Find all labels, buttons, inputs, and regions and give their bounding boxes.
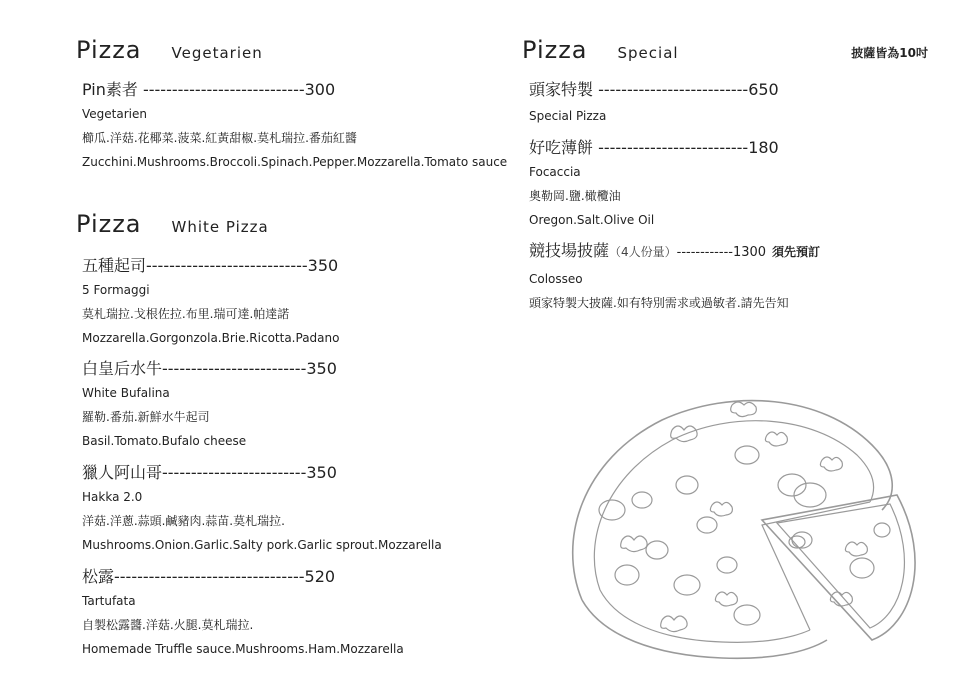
- item-chinese-ingredients: 莫札瑞拉.戈根佐拉.布里.瑞可達.帕達諾: [82, 307, 290, 321]
- item-chinese-ingredients: 羅勒.番茄.新鮮水牛起司: [82, 410, 210, 424]
- item-name: Pin素者 ----------------------------300: [82, 80, 336, 99]
- pizza-sketch-icon: [552, 390, 942, 670]
- menu-item-five-cheese: [82, 256, 339, 346]
- menu-item-pin: [82, 80, 507, 170]
- item-english-name: Special Pizza: [529, 109, 607, 123]
- item-price: ------------1300: [676, 245, 767, 260]
- item-name: 松露---------------------------------520: [82, 567, 336, 586]
- item-portion-note: （4人份量）: [609, 245, 677, 259]
- menu-item-truffle: [82, 567, 404, 657]
- section-subtitle: Vegetarien: [171, 44, 263, 62]
- item-name: 好吃薄餅 --------------------------180: [529, 138, 779, 157]
- item-name: 五種起司----------------------------350: [82, 256, 339, 275]
- item-english-name: Focaccia: [529, 165, 581, 179]
- item-english-name: 5 Formaggi: [82, 283, 150, 297]
- item-english-name: Vegetarien: [82, 107, 147, 121]
- section-title: Pizza: [522, 36, 588, 64]
- item-english-name: Colosseo: [529, 272, 583, 286]
- menu-item-hakka: [82, 463, 442, 553]
- item-ingredients: Homemade Truffle sauce.Mushrooms.Ham.Mozzarella: [82, 642, 404, 656]
- section-heading-white: [76, 210, 269, 238]
- item-english-name: White Bufalina: [82, 386, 170, 400]
- item-name: 頭家特製 --------------------------650: [529, 80, 779, 99]
- item-chinese-ingredients: 櫛瓜.洋菇.花椰菜.菠菜.紅黃甜椒.莫札瑞拉.番茄紅醬: [82, 131, 357, 145]
- item-ingredients: Mozzarella.Gorgonzola.Brie.Ricotta.Padano: [82, 331, 340, 345]
- reservation-note: 須先預訂: [772, 245, 821, 259]
- item-ingredients: Basil.Tomato.Bufalo cheese: [82, 434, 247, 448]
- menu-item-colosseo: [529, 241, 820, 311]
- section-subtitle: Special: [617, 44, 679, 62]
- item-english-name: Hakka 2.0: [82, 490, 143, 504]
- section-heading-special: [522, 36, 679, 64]
- section-title: Pizza: [76, 210, 142, 238]
- item-ingredients: Oregon.Salt.Olive Oil: [529, 213, 655, 227]
- menu-item-house-special: [529, 80, 779, 124]
- section-subtitle: White Pizza: [171, 218, 269, 236]
- item-ingredients: Mushrooms.Onion.Garlic.Salty pork.Garlic sprout.Mozzarella: [82, 538, 442, 552]
- item-name: 白皇后水牛-------------------------350: [82, 359, 337, 378]
- menu-item-focaccia: [529, 138, 779, 228]
- item-chinese-ingredients: 自製松露醬.洋菇.火腿.莫札瑞拉.: [82, 618, 254, 632]
- size-note: 披薩皆為10吋: [851, 46, 928, 60]
- item-chinese-note: 頭家特製大披薩.如有特別需求或過敏者.請先告知: [529, 296, 789, 310]
- item-name-row: [529, 241, 820, 263]
- item-chinese-ingredients: 洋菇.洋蔥.蒜頭.鹹豬肉.蒜苗.莫札瑞拉.: [82, 514, 285, 528]
- item-chinese-ingredients: 奧勒岡.鹽.橄欖油: [529, 189, 621, 203]
- item-english-name: Tartufata: [82, 594, 136, 608]
- item-name: 競技場披薩: [529, 241, 610, 260]
- menu-item-bufalina: [82, 359, 337, 449]
- section-heading-vegetarien: [76, 36, 263, 64]
- item-ingredients: Zucchini.Mushrooms.Broccoli.Spinach.Pepper.Mozzarella.Tomato sauce: [82, 155, 508, 169]
- item-name: 獵人阿山哥-------------------------350: [82, 463, 337, 482]
- section-title: Pizza: [76, 36, 142, 64]
